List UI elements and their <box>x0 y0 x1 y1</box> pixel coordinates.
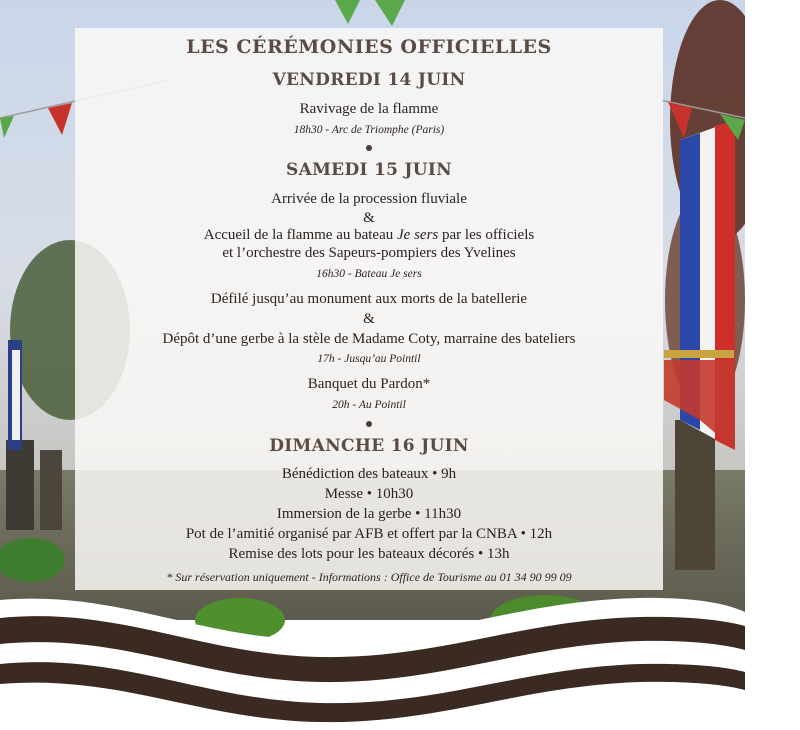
sunday-heading: DIMANCHE 16 JUIN <box>269 436 469 456</box>
sunday-item: Pot de l’amitié organisé par AFB et offert par la CNBA • 12h <box>185 526 553 542</box>
saturday-line-4: Défilé jusqu’au monument aux morts de la batellerie <box>210 291 528 307</box>
saturday-line-2-start: Accueil de la flamme au bateau <box>203 227 398 243</box>
footnote: * Sur réservation uniquement - Informations : Office de Tourisme au 01 34 90 99 09 <box>166 570 572 584</box>
page-title: LES CÉRÉMONIES OFFICIELLES <box>186 36 552 58</box>
sunday-item: Remise des lots pour les bateaux décorés • 13h <box>228 546 510 562</box>
ceremonies-panel <box>75 28 663 590</box>
saturday-line-2 <box>75 226 663 244</box>
saturday-note-3: 20h - Au Pointil <box>332 399 406 411</box>
friday-heading: VENDREDI 14 JUIN <box>272 70 466 90</box>
saturday-ampersand-1: & <box>363 210 375 226</box>
saturday-line-3: et l’orchestre des Sapeurs-pompiers des Yvelines <box>222 245 516 261</box>
saturday-line-2-end: par les officiels <box>438 227 535 243</box>
friday-event: Ravivage de la flamme <box>299 101 439 117</box>
saturday-line-1: Arrivée de la procession fluviale <box>271 191 467 207</box>
separator-dot <box>366 145 372 151</box>
saturday-ampersand-2: & <box>363 311 375 327</box>
saturday-line-6: Banquet du Pardon* <box>307 376 431 392</box>
saturday-note-1: 16h30 - Bateau Je sers <box>316 268 422 280</box>
saturday-line-5: Dépôt d’une gerbe à la stèle de Madame Coty, marraine des bateliers <box>162 331 576 347</box>
sunday-item: Messe • 10h30 <box>324 486 414 502</box>
sunday-item: Bénédiction des bateaux • 9h <box>281 466 457 482</box>
friday-time-place: 18h30 - Arc de Triomphe (Paris) <box>293 124 445 136</box>
boat-name: Je sers <box>397 227 439 243</box>
saturday-note-2: 17h - Jusqu’au Pointil <box>317 353 421 365</box>
separator-dot <box>366 421 372 427</box>
sunday-item: Immersion de la gerbe • 11h30 <box>276 506 462 522</box>
saturday-heading: SAMEDI 15 JUIN <box>286 160 452 180</box>
